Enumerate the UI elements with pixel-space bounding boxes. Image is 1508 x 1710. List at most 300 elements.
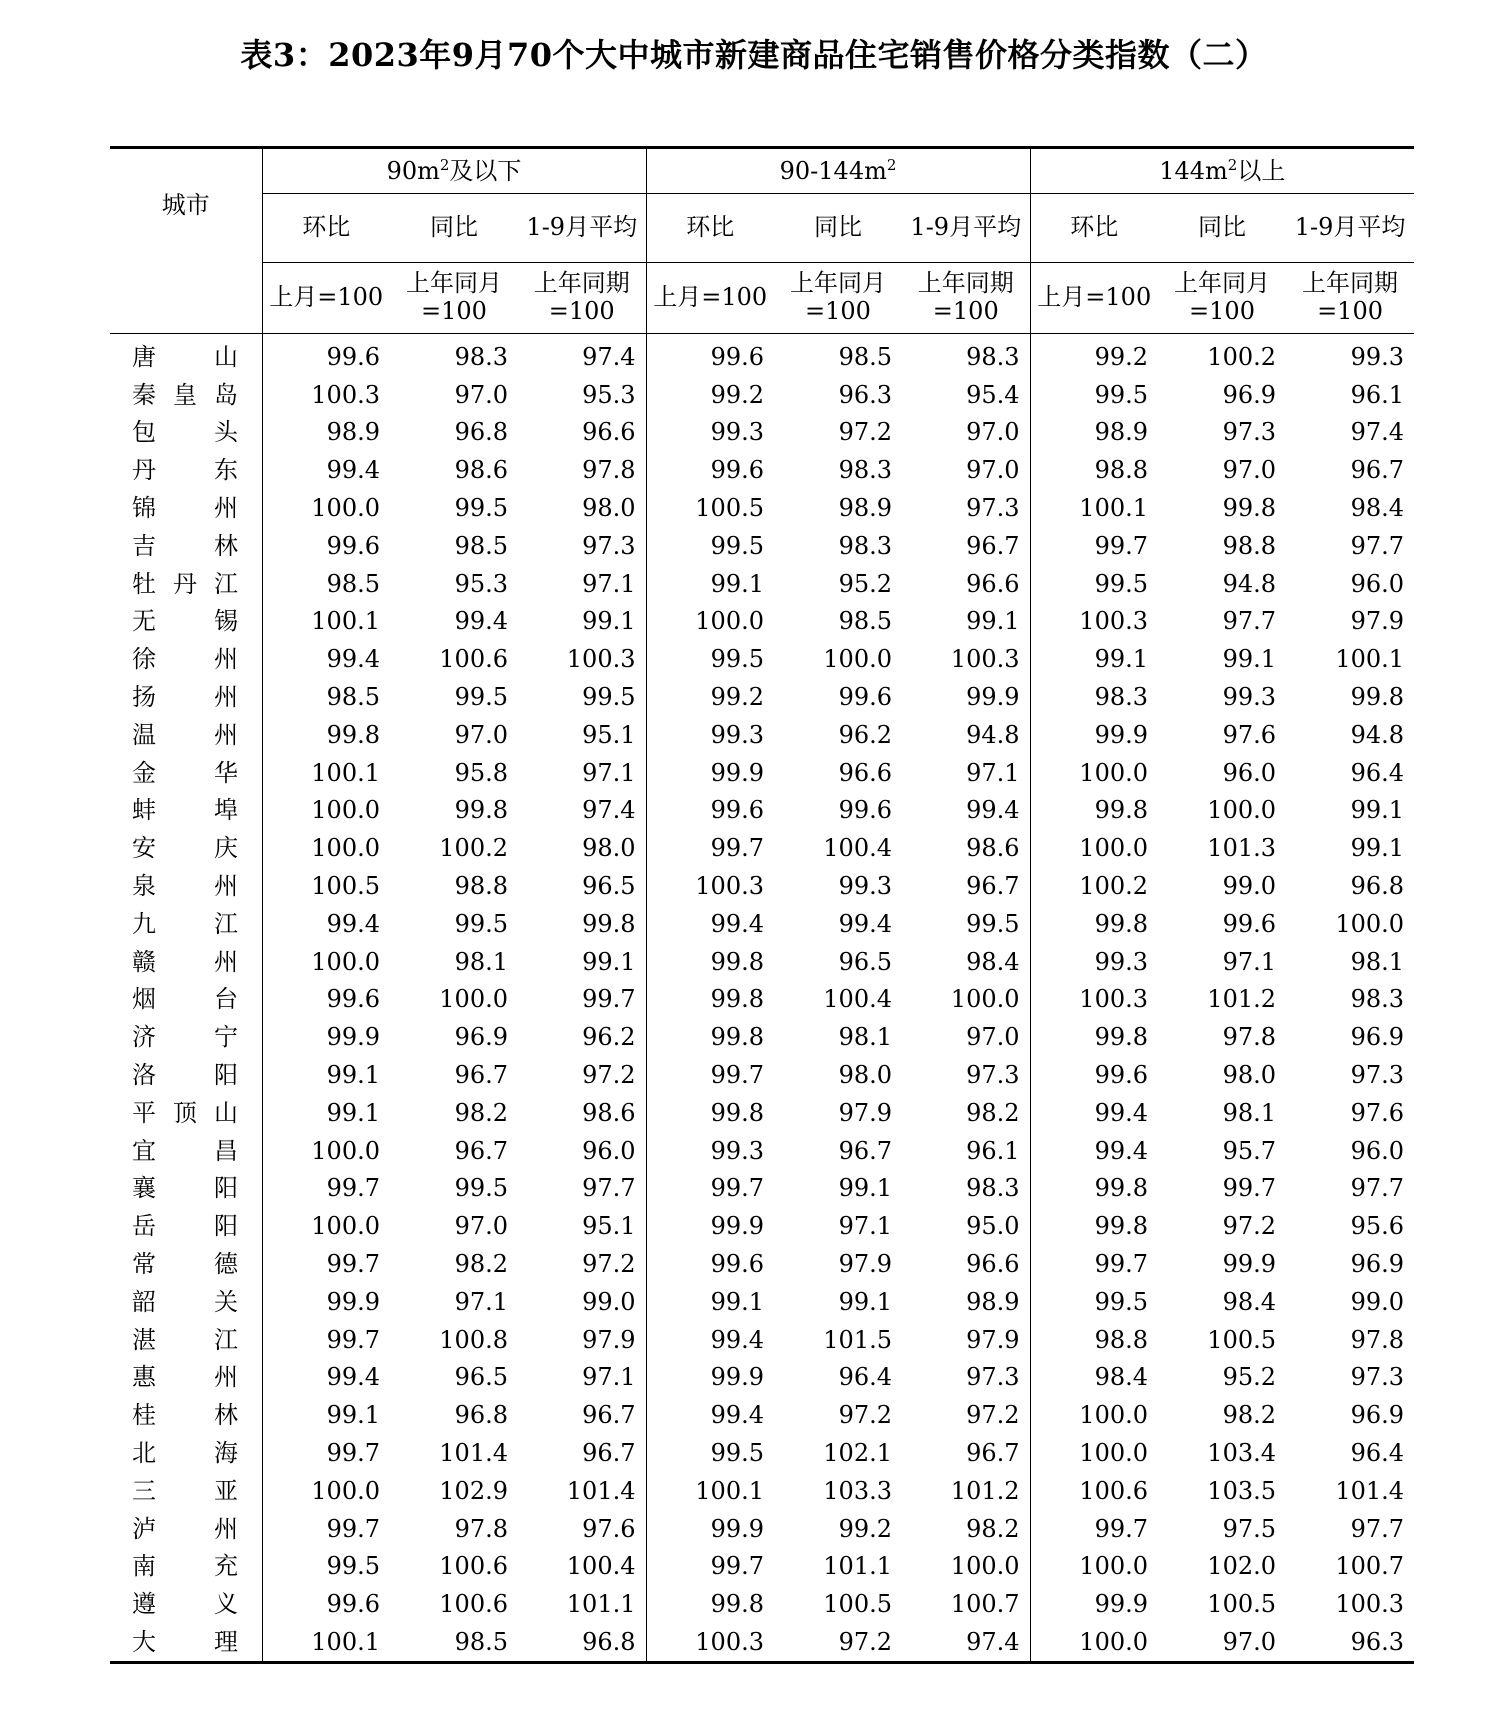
table-row xyxy=(110,1434,1414,1472)
index-value-cell: 97.7 xyxy=(1350,1174,1405,1203)
index-value-cell: 99.8 xyxy=(1030,905,1158,943)
table-row xyxy=(110,1132,1414,1170)
index-value-cell: 99.7 xyxy=(1030,1245,1158,1283)
city-name: 惠州 xyxy=(132,1363,238,1392)
index-value-cell: 99.1 xyxy=(1222,645,1277,674)
index-value-cell: 99.8 xyxy=(646,981,774,1019)
group-header-medium: $90-144m^2$ xyxy=(646,148,1030,194)
index-value-cell: 97.2 xyxy=(838,1401,892,1430)
index-value-cell: 99.7 xyxy=(1222,1174,1277,1203)
index-value-cell: 97.1 xyxy=(454,1287,508,1316)
table-row xyxy=(110,1321,1414,1359)
table-row xyxy=(110,1283,1414,1321)
index-value-cell: 97.3 xyxy=(1222,418,1277,447)
index-value-cell: 99.1 xyxy=(1030,640,1158,678)
city-cell xyxy=(110,527,262,565)
index-value-cell: 97.7 xyxy=(582,1174,636,1203)
index-value-cell: 99.6 xyxy=(262,527,390,565)
city-name: 岳阳 xyxy=(132,1212,238,1241)
index-value-cell: 95.6 xyxy=(1350,1212,1405,1241)
city-cell xyxy=(110,792,262,830)
city-cell xyxy=(110,1548,262,1586)
city-cell xyxy=(110,1623,262,1662)
table-row xyxy=(110,1623,1414,1662)
index-value-cell: 99.8 xyxy=(1350,683,1405,712)
index-value-cell: 100.3 xyxy=(646,1623,774,1662)
city-name: 湛江 xyxy=(132,1325,238,1354)
index-value-cell: 99.6 xyxy=(1222,909,1277,938)
index-value-cell: 99.7 xyxy=(262,1321,390,1359)
index-value-cell: 99.1 xyxy=(838,1287,892,1316)
index-value-cell: 99.6 xyxy=(838,796,892,825)
index-value-cell: 96.3 xyxy=(1286,1623,1414,1662)
index-value-cell: 97.1 xyxy=(966,758,1020,787)
index-value-cell: 99.8 xyxy=(262,716,390,754)
index-value-cell: 97.8 xyxy=(582,456,636,485)
index-value-cell: 98.1 xyxy=(454,947,508,976)
table-row xyxy=(110,943,1414,981)
index-value-cell: 99.1 xyxy=(262,1396,390,1434)
city-cell xyxy=(110,1396,262,1434)
basis-header: 上月=100 xyxy=(1030,263,1158,334)
index-value-cell: 103.5 xyxy=(1207,1476,1277,1505)
index-value-cell: 99.4 xyxy=(262,640,390,678)
index-value-cell: 95.3 xyxy=(454,569,508,598)
index-value-cell: 98.8 xyxy=(1222,531,1277,560)
index-value-cell: 99.5 xyxy=(1030,376,1158,414)
index-value-cell: 95.0 xyxy=(966,1212,1020,1241)
index-value-cell: 101.4 xyxy=(566,1476,636,1505)
city-cell xyxy=(110,678,262,716)
index-value-cell: 99.7 xyxy=(582,985,636,1014)
index-value-cell: 99.5 xyxy=(966,909,1020,938)
index-value-cell: 96.1 xyxy=(966,1136,1020,1165)
header-row-subcolumns xyxy=(110,194,1414,263)
index-value-cell: 97.8 xyxy=(454,1514,508,1543)
index-value-cell: 100.6 xyxy=(1030,1472,1158,1510)
city-cell xyxy=(110,1132,262,1170)
city-name: 吉林 xyxy=(132,531,238,560)
city-name: 无锡 xyxy=(132,607,238,636)
index-value-cell: 100.0 xyxy=(1030,1623,1158,1662)
index-value-cell: 99.7 xyxy=(262,1170,390,1208)
index-value-cell: 100.0 xyxy=(823,645,892,674)
index-value-cell: 98.8 xyxy=(1030,451,1158,489)
index-value-cell: 99.4 xyxy=(646,1396,774,1434)
index-value-cell: 100.3 xyxy=(646,867,774,905)
index-value-cell: 97.0 xyxy=(966,456,1020,485)
city-name: 蚌埠 xyxy=(132,796,238,825)
basis-header: 上年同期=100 xyxy=(1286,263,1414,334)
index-value-cell: 99.1 xyxy=(1350,796,1405,825)
table-row xyxy=(110,376,1414,414)
index-value-cell: 96.2 xyxy=(582,1023,636,1052)
index-value-cell: 100.0 xyxy=(262,943,390,981)
index-value-cell: 99.7 xyxy=(646,1170,774,1208)
city-name: 宜昌 xyxy=(132,1136,238,1165)
index-value-cell: 100.0 xyxy=(1030,1548,1158,1586)
index-value-cell: 94.8 xyxy=(1222,569,1277,598)
city-name: 泉州 xyxy=(132,872,238,901)
table-row xyxy=(110,527,1414,565)
index-value-cell: 99.5 xyxy=(454,1174,508,1203)
index-value-cell: 97.2 xyxy=(582,1061,636,1090)
index-value-cell: 100.0 xyxy=(1335,909,1405,938)
index-value-cell: 98.9 xyxy=(262,414,390,452)
index-value-cell: 99.5 xyxy=(646,1434,774,1472)
index-value-cell: 97.3 xyxy=(1350,1061,1405,1090)
table-row xyxy=(110,1548,1414,1586)
index-value-cell: 97.2 xyxy=(582,1250,636,1279)
index-value-cell: 99.6 xyxy=(646,451,774,489)
index-value-cell: 98.4 xyxy=(966,947,1020,976)
index-value-cell: 103.4 xyxy=(1207,1439,1277,1467)
index-value-cell: 96.7 xyxy=(454,1061,508,1090)
city-cell xyxy=(110,1283,262,1321)
index-value-cell: 98.1 xyxy=(838,1023,892,1052)
index-value-cell: 95.7 xyxy=(1222,1136,1277,1165)
index-value-cell: 97.0 xyxy=(1222,456,1277,485)
group-header-large: $144m^2$以上 xyxy=(1030,148,1414,194)
price-index-table xyxy=(110,146,1414,1664)
basis-header: 上年同期=100 xyxy=(902,263,1030,334)
table-row xyxy=(110,1472,1414,1510)
index-value-cell: 98.4 xyxy=(1350,494,1405,523)
city-name: 北海 xyxy=(132,1439,238,1467)
subcolumn-header: 同比 xyxy=(774,194,902,263)
index-value-cell: 100.3 xyxy=(1335,1590,1405,1619)
city-cell xyxy=(110,1207,262,1245)
index-value-cell: 97.0 xyxy=(454,720,508,749)
basis-header: 上年同期=100 xyxy=(518,263,646,334)
index-value-cell: 99.1 xyxy=(646,565,774,603)
index-value-cell: 99.8 xyxy=(454,796,508,825)
index-value-cell: 96.6 xyxy=(966,569,1020,598)
index-value-cell: 99.4 xyxy=(262,905,390,943)
index-value-cell: 100.1 xyxy=(262,603,390,641)
table-row xyxy=(110,334,1414,376)
index-value-cell: 96.5 xyxy=(454,1363,508,1392)
city-name: 九江 xyxy=(132,909,238,938)
city-cell xyxy=(110,829,262,867)
index-value-cell: 100.4 xyxy=(823,985,892,1014)
table-row xyxy=(110,754,1414,792)
index-value-cell: 98.3 xyxy=(454,342,508,371)
index-value-cell: 99.5 xyxy=(262,1548,390,1586)
index-value-cell: 99.1 xyxy=(262,1094,390,1132)
index-value-cell: 98.2 xyxy=(1222,1401,1277,1430)
index-value-cell: 96.7 xyxy=(966,872,1020,901)
index-value-cell: 101.4 xyxy=(439,1439,508,1467)
index-value-cell: 97.6 xyxy=(1350,1098,1405,1127)
city-name: 锦州 xyxy=(132,494,238,523)
index-value-cell: 99.9 xyxy=(966,683,1020,712)
index-value-cell: 96.7 xyxy=(582,1401,636,1430)
city-name: 温州 xyxy=(132,720,238,749)
index-value-cell: 97.0 xyxy=(1158,1623,1286,1662)
city-name: 徐州 xyxy=(132,645,238,674)
city-name: 大理 xyxy=(132,1627,238,1656)
table-row xyxy=(110,565,1414,603)
city-cell xyxy=(110,334,262,376)
index-value-cell: 100.1 xyxy=(1030,489,1158,527)
index-value-cell: 99.4 xyxy=(966,796,1020,825)
table-header xyxy=(110,148,1414,334)
index-value-cell: 99.1 xyxy=(838,1174,892,1203)
index-value-cell: 102.0 xyxy=(1207,1552,1277,1581)
index-value-cell: 97.7 xyxy=(1350,1514,1405,1543)
index-value-cell: 97.3 xyxy=(966,1061,1020,1090)
index-value-cell: 99.9 xyxy=(646,1207,774,1245)
index-value-cell: 99.0 xyxy=(1350,1287,1405,1316)
index-value-cell: 97.8 xyxy=(1222,1023,1277,1052)
index-value-cell: 97.5 xyxy=(1222,1514,1277,1543)
table-row xyxy=(110,603,1414,641)
index-value-cell: 96.6 xyxy=(966,1250,1020,1279)
table-row xyxy=(110,716,1414,754)
index-value-cell: 98.5 xyxy=(390,1623,518,1662)
city-name: 扬州 xyxy=(132,683,238,712)
city-cell xyxy=(110,1018,262,1056)
city-cell xyxy=(110,451,262,489)
index-value-cell: 96.5 xyxy=(582,872,636,901)
index-value-cell: 97.9 xyxy=(582,1325,636,1354)
index-value-cell: 100.0 xyxy=(262,489,390,527)
index-value-cell: 96.8 xyxy=(454,1401,508,1430)
index-value-cell: 97.2 xyxy=(1222,1212,1277,1241)
index-value-cell: 99.9 xyxy=(262,1283,390,1321)
index-value-cell: 98.0 xyxy=(582,494,636,523)
index-value-cell: 100.4 xyxy=(823,834,892,863)
city-cell xyxy=(110,1585,262,1623)
index-value-cell: 99.3 xyxy=(1350,342,1405,371)
basis-header: 上年同月=100 xyxy=(390,263,518,334)
table-row xyxy=(110,792,1414,830)
city-name: 韶关 xyxy=(132,1287,238,1316)
index-value-cell: 98.0 xyxy=(1222,1061,1277,1090)
index-value-cell: 100.7 xyxy=(1335,1552,1405,1581)
index-value-cell: 97.6 xyxy=(1222,720,1277,749)
index-value-cell: 97.3 xyxy=(966,494,1020,523)
city-name: 烟台 xyxy=(132,985,238,1014)
city-cell xyxy=(110,1434,262,1472)
city-cell xyxy=(110,1245,262,1283)
index-value-cell: 97.3 xyxy=(582,531,636,560)
index-value-cell: 96.7 xyxy=(582,1439,636,1467)
index-value-cell: 97.6 xyxy=(582,1514,636,1543)
index-value-cell: 97.4 xyxy=(902,1623,1030,1662)
index-value-cell: 96.7 xyxy=(1350,456,1405,485)
index-value-cell: 99.5 xyxy=(1030,1283,1158,1321)
index-value-cell: 100.0 xyxy=(950,985,1020,1014)
index-value-cell: 97.9 xyxy=(838,1250,892,1279)
index-value-cell: 96.7 xyxy=(966,1439,1020,1467)
index-value-cell: 99.6 xyxy=(646,1245,774,1283)
index-value-cell: 96.0 xyxy=(582,1136,636,1165)
index-value-cell: 98.9 xyxy=(966,1287,1020,1316)
index-value-cell: 99.9 xyxy=(646,754,774,792)
index-value-cell: 100.0 xyxy=(262,1472,390,1510)
index-value-cell: 97.7 xyxy=(1222,607,1277,636)
index-value-cell: 100.0 xyxy=(1030,754,1158,792)
index-value-cell: 99.1 xyxy=(966,607,1020,636)
index-value-cell: 100.2 xyxy=(1207,342,1277,371)
index-value-cell: 97.0 xyxy=(454,1212,508,1241)
index-value-cell: 100.1 xyxy=(262,1623,390,1662)
city-cell xyxy=(110,640,262,678)
subcolumn-header: 环比 xyxy=(262,194,390,263)
index-value-cell: 100.0 xyxy=(1030,1434,1158,1472)
index-value-cell: 99.1 xyxy=(582,607,636,636)
index-value-cell: 99.5 xyxy=(646,527,774,565)
index-value-cell: 98.5 xyxy=(838,342,892,371)
city-cell xyxy=(110,754,262,792)
index-value-cell: 99.8 xyxy=(1030,1207,1158,1245)
index-value-cell: 100.5 xyxy=(823,1590,892,1619)
index-value-cell: 96.9 xyxy=(1350,1023,1405,1052)
table-row xyxy=(110,829,1414,867)
table-body xyxy=(110,334,1414,1663)
index-value-cell: 99.2 xyxy=(646,678,774,716)
index-value-cell: 100.5 xyxy=(262,867,390,905)
index-value-cell: 96.8 xyxy=(518,1623,646,1662)
index-value-cell: 99.1 xyxy=(646,1283,774,1321)
index-value-cell: 98.2 xyxy=(454,1098,508,1127)
index-value-cell: 95.1 xyxy=(582,720,636,749)
index-value-cell: 100.0 xyxy=(1030,829,1158,867)
index-value-cell: 95.1 xyxy=(582,1212,636,1241)
index-value-cell: 97.9 xyxy=(838,1098,892,1127)
index-value-cell: 99.9 xyxy=(646,1510,774,1548)
index-value-cell: 99.0 xyxy=(1222,872,1277,901)
table-row xyxy=(110,678,1414,716)
index-value-cell: 99.4 xyxy=(454,607,508,636)
city-name: 包头 xyxy=(132,418,238,447)
index-value-cell: 98.3 xyxy=(966,342,1020,371)
index-value-cell: 99.7 xyxy=(646,1056,774,1094)
city-cell xyxy=(110,1359,262,1397)
city-name: 济宁 xyxy=(132,1023,238,1052)
index-value-cell: 95.2 xyxy=(838,569,892,598)
index-value-cell: 98.8 xyxy=(454,872,508,901)
index-value-cell: 96.8 xyxy=(1350,872,1405,901)
index-value-cell: 97.3 xyxy=(966,1363,1020,1392)
city-name: 泸州 xyxy=(132,1514,238,1543)
table-row xyxy=(110,1585,1414,1623)
city-cell xyxy=(110,603,262,641)
city-cell xyxy=(110,1472,262,1510)
index-value-cell: 96.6 xyxy=(838,758,892,787)
index-value-cell: 95.8 xyxy=(454,758,508,787)
index-value-cell: 98.0 xyxy=(838,1061,892,1090)
table-row xyxy=(110,867,1414,905)
index-value-cell: 96.7 xyxy=(966,531,1020,560)
index-value-cell: 99.7 xyxy=(646,829,774,867)
table-row xyxy=(110,414,1414,452)
index-value-cell: 99.5 xyxy=(582,683,636,712)
index-value-cell: 99.8 xyxy=(646,1585,774,1623)
city-name: 赣州 xyxy=(132,947,238,976)
index-value-cell: 99.8 xyxy=(1222,494,1277,523)
index-value-cell: 98.3 xyxy=(838,456,892,485)
index-value-cell: 99.6 xyxy=(646,334,774,376)
index-value-cell: 99.2 xyxy=(646,376,774,414)
index-value-cell: 96.7 xyxy=(454,1136,508,1165)
index-value-cell: 100.0 xyxy=(1030,1396,1158,1434)
city-cell xyxy=(110,905,262,943)
index-value-cell: 100.2 xyxy=(1030,867,1158,905)
city-cell xyxy=(110,981,262,1019)
index-value-cell: 100.0 xyxy=(1207,796,1277,825)
table-row xyxy=(110,1207,1414,1245)
index-value-cell: 100.1 xyxy=(646,1472,774,1510)
table-row xyxy=(110,1510,1414,1548)
index-value-cell: 99.5 xyxy=(646,640,774,678)
index-value-cell: 96.8 xyxy=(454,418,508,447)
index-value-cell: 99.5 xyxy=(454,683,508,712)
index-value-cell: 99.6 xyxy=(646,792,774,830)
index-value-cell: 97.4 xyxy=(582,342,636,371)
index-value-cell: 99.5 xyxy=(454,494,508,523)
index-value-cell: 96.7 xyxy=(838,1136,892,1165)
index-value-cell: 99.8 xyxy=(646,943,774,981)
city-name: 秦皇岛 xyxy=(132,380,238,409)
index-value-cell: 99.4 xyxy=(646,905,774,943)
subcolumn-header: 同比 xyxy=(390,194,518,263)
index-value-cell: 99.2 xyxy=(838,1514,892,1543)
header-row-groups xyxy=(110,148,1414,194)
city-cell xyxy=(110,1056,262,1094)
index-value-cell: 100.0 xyxy=(646,603,774,641)
index-value-cell: 98.1 xyxy=(1222,1098,1277,1127)
city-name: 金华 xyxy=(132,758,238,787)
city-cell xyxy=(110,414,262,452)
index-value-cell: 98.9 xyxy=(1030,414,1158,452)
city-name: 三亚 xyxy=(132,1476,238,1505)
subcolumn-header: 环比 xyxy=(646,194,774,263)
index-value-cell: 100.0 xyxy=(950,1552,1020,1581)
index-value-cell: 100.5 xyxy=(646,489,774,527)
index-value-cell: 100.6 xyxy=(439,1552,508,1581)
city-column-header: 城市 xyxy=(110,148,262,263)
city-name: 遵义 xyxy=(132,1590,238,1619)
index-value-cell: 98.3 xyxy=(838,531,892,560)
index-value-cell: 101.1 xyxy=(823,1552,892,1581)
table-row xyxy=(110,1359,1414,1397)
table-row xyxy=(110,905,1414,943)
index-value-cell: 96.4 xyxy=(1350,1439,1405,1467)
index-value-cell: 99.3 xyxy=(1222,683,1277,712)
index-value-cell: 95.4 xyxy=(966,380,1020,409)
page-title: 表3：2023年9月70个大中城市新建商品住宅销售价格分类指数（二） xyxy=(240,36,1268,74)
city-name: 唐山 xyxy=(132,342,238,371)
index-value-cell: 96.9 xyxy=(454,1023,508,1052)
index-value-cell: 98.0 xyxy=(582,834,636,863)
city-cell xyxy=(110,716,262,754)
subcolumn-header: 同比 xyxy=(1158,194,1286,263)
index-value-cell: 98.2 xyxy=(966,1514,1020,1543)
table-row xyxy=(110,1018,1414,1056)
header-row-basis xyxy=(110,263,1414,334)
index-value-cell: 99.4 xyxy=(646,1321,774,1359)
index-value-cell: 99.7 xyxy=(262,1245,390,1283)
index-value-cell: 99.4 xyxy=(838,909,892,938)
index-value-cell: 100.7 xyxy=(950,1590,1020,1619)
index-value-cell: 100.1 xyxy=(262,754,390,792)
index-value-cell: 96.9 xyxy=(1350,1250,1405,1279)
index-value-cell: 99.5 xyxy=(454,909,508,938)
index-value-cell: 98.1 xyxy=(1350,947,1405,976)
